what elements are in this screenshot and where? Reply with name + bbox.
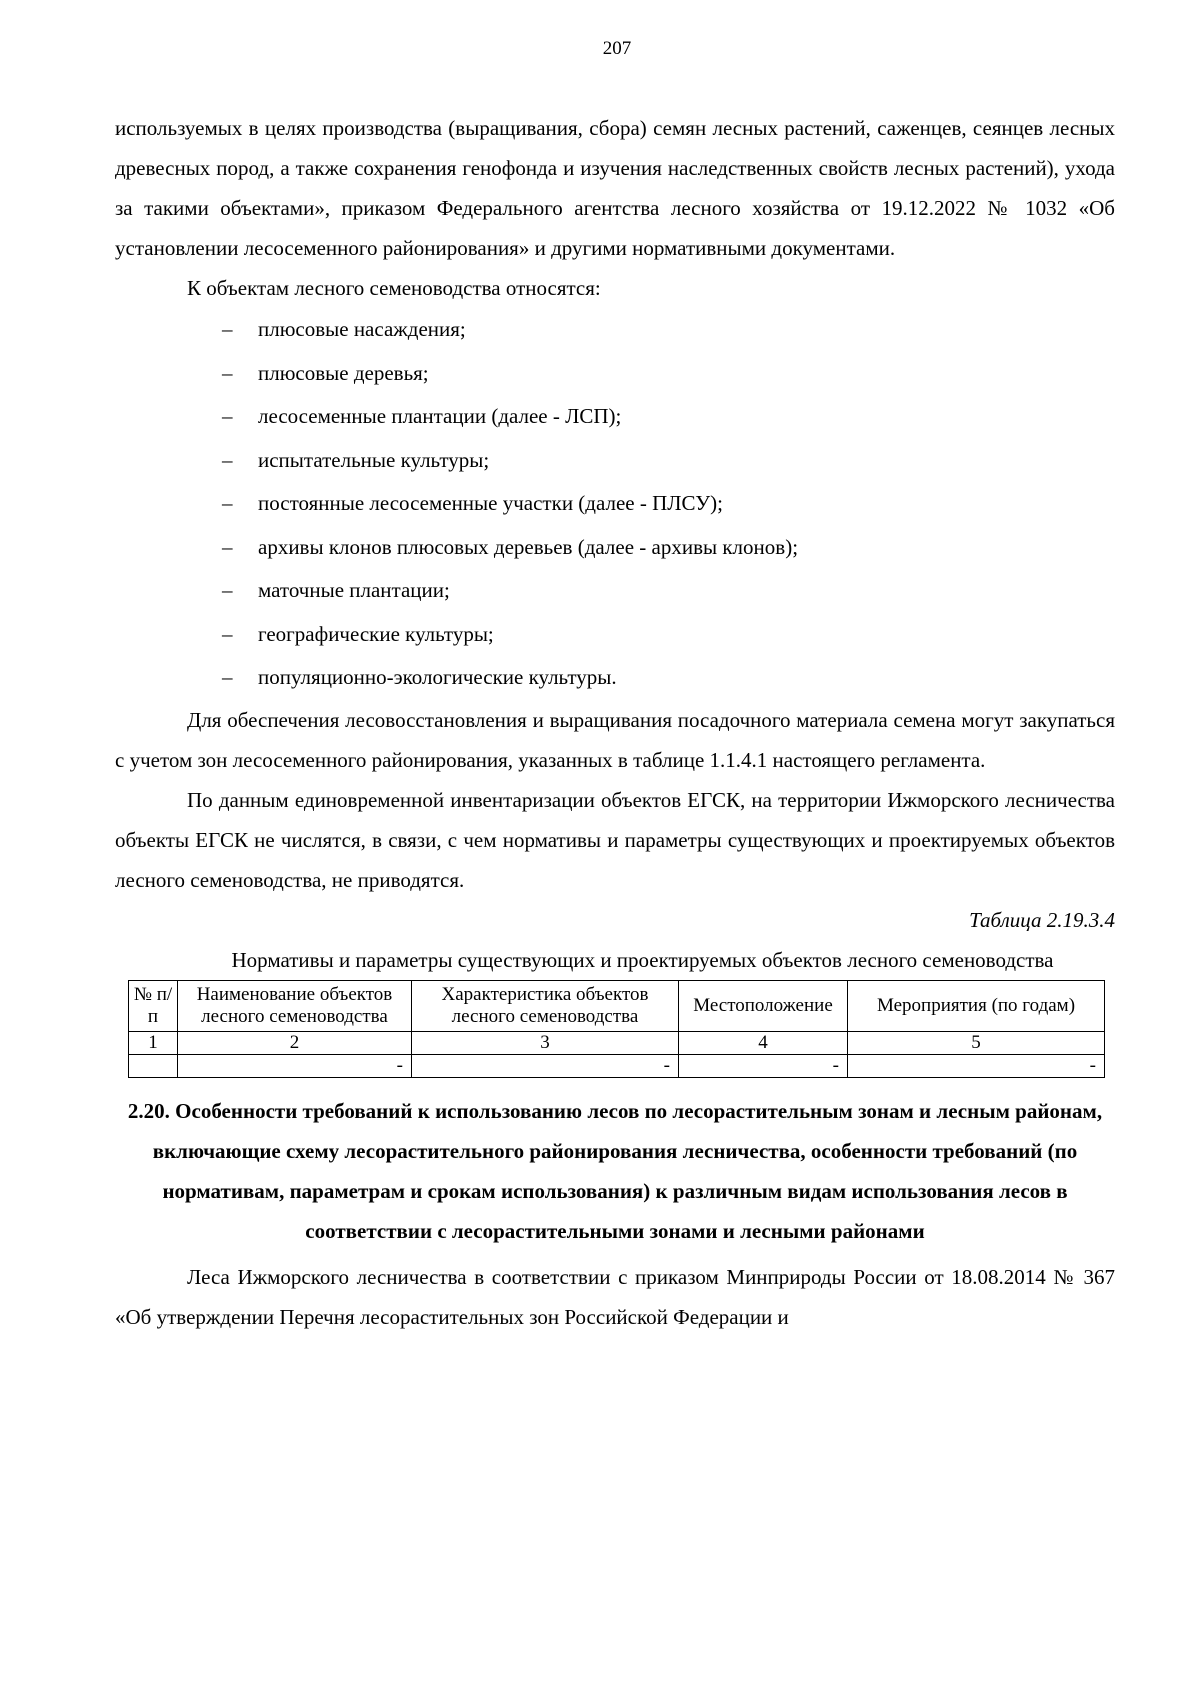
table-header-cell: Местоположение <box>679 980 848 1031</box>
table-numbering-row <box>129 1031 1105 1054</box>
dash-bullet: – <box>222 534 233 559</box>
list-item: – плюсовые насаждения; <box>115 308 1115 352</box>
table-header-cell: Мероприятия (по годам) <box>848 980 1105 1031</box>
paragraph-continued: используемых в целях производства (выращивания, сбора) семян лесных растений, саженцев, сеянцев лесных древесных пород, а также сохранения генофонда и изучения наследственных свойств лесных растений), ухода за такими объектами», приказом Федерального агентства лесного хозяйства от 19.12.2022 № 1032 «Об установлении лесосеменного районирования» и другими нормативными документами. <box>115 116 1115 260</box>
list-item: – постоянные лесосеменные участки (далее - ПЛСУ); <box>115 482 1115 526</box>
paragraph-objects-intro: К объектам лесного семеноводства относятся: <box>187 276 601 300</box>
list-item: – плюсовые деревья; <box>115 352 1115 396</box>
table-cell: - <box>412 1054 679 1077</box>
table-cell: 4 <box>679 1031 848 1054</box>
paragraph-seed-purchase: Для обеспечения лесовосстановления и выращивания посадочного материала семена могут закупаться с учетом зон лесосеменного районирования, указанных в таблице 1.1.4.1 настоящего регламента. <box>115 707 1115 772</box>
list-item: – лесосеменные плантации (далее - ЛСП); <box>115 395 1115 439</box>
table-cell: 2 <box>178 1031 412 1054</box>
table-header-cell: № п/п <box>129 980 178 1031</box>
dash-bullet: – <box>222 491 233 515</box>
dash-bullet: – <box>222 447 233 472</box>
seed-objects-list <box>115 308 1115 700</box>
list-item: – архивы клонов плюсовых деревьев (далее - архивы клонов); <box>115 526 1115 570</box>
seed-objects-table <box>128 980 1105 1078</box>
table-cell <box>129 1054 178 1077</box>
dash-bullet: – <box>222 317 233 341</box>
table-cell: 3 <box>412 1031 679 1054</box>
list-item: – популяционно-экологические культуры. <box>115 656 1115 700</box>
table-cell: 5 <box>848 1031 1105 1054</box>
table-row <box>129 1054 1105 1077</box>
table-header-cell: Характеристика объектов лесного семеноводства <box>412 980 679 1031</box>
table-title: Нормативы и параметры существующих и проектируемых объектов лесного семеноводства <box>231 947 1054 972</box>
list-item: – маточные плантации; <box>115 569 1115 613</box>
dash-bullet: – <box>222 404 233 428</box>
document-body <box>115 108 1115 1337</box>
list-item: – испытательные культуры; <box>115 439 1115 483</box>
table-cell: - <box>848 1054 1105 1077</box>
table-header-cell: Наименование объектов лесного семеноводства <box>178 980 412 1031</box>
table-header-row <box>129 980 1105 1031</box>
table-cell: - <box>178 1054 412 1077</box>
table-cell: - <box>679 1054 848 1077</box>
dash-bullet: – <box>222 621 233 646</box>
list-item: – географические культуры; <box>115 613 1115 657</box>
dash-bullet: – <box>222 360 233 385</box>
table-cell: 1 <box>129 1031 178 1054</box>
table-number: Таблица 2.19.3.4 <box>969 907 1115 932</box>
dash-bullet: – <box>222 665 233 689</box>
section-heading: 2.20. Особенности требований к использованию лесов по лесорастительным зонам и лесным районам, включающие схему лесорастительного районирования лесничества, особенности требований (по нормативам, параметрам и срокам использования) к различным видам использования лесов в соответствии с лесорастительными зонами и лесными районами <box>127 1098 1103 1243</box>
dash-bullet: – <box>222 578 233 602</box>
page-number: 207 <box>602 38 632 59</box>
paragraph-section-start: Леса Ижморского лесничества в соответствии с приказом Минприроды России от 18.08.2014 № 367 «Об утверждении Перечня лесорастительных зон Российской Федерации и <box>115 1264 1115 1329</box>
paragraph-egsk-inventory: По данным единовременной инвентаризации объектов ЕГСК, на территории Ижморского лесничества объекты ЕГСК не числятся, в связи, с чем нормативы и параметры существующих и проектируемых объектов лесного семеноводства, не приводятся. <box>115 787 1115 892</box>
